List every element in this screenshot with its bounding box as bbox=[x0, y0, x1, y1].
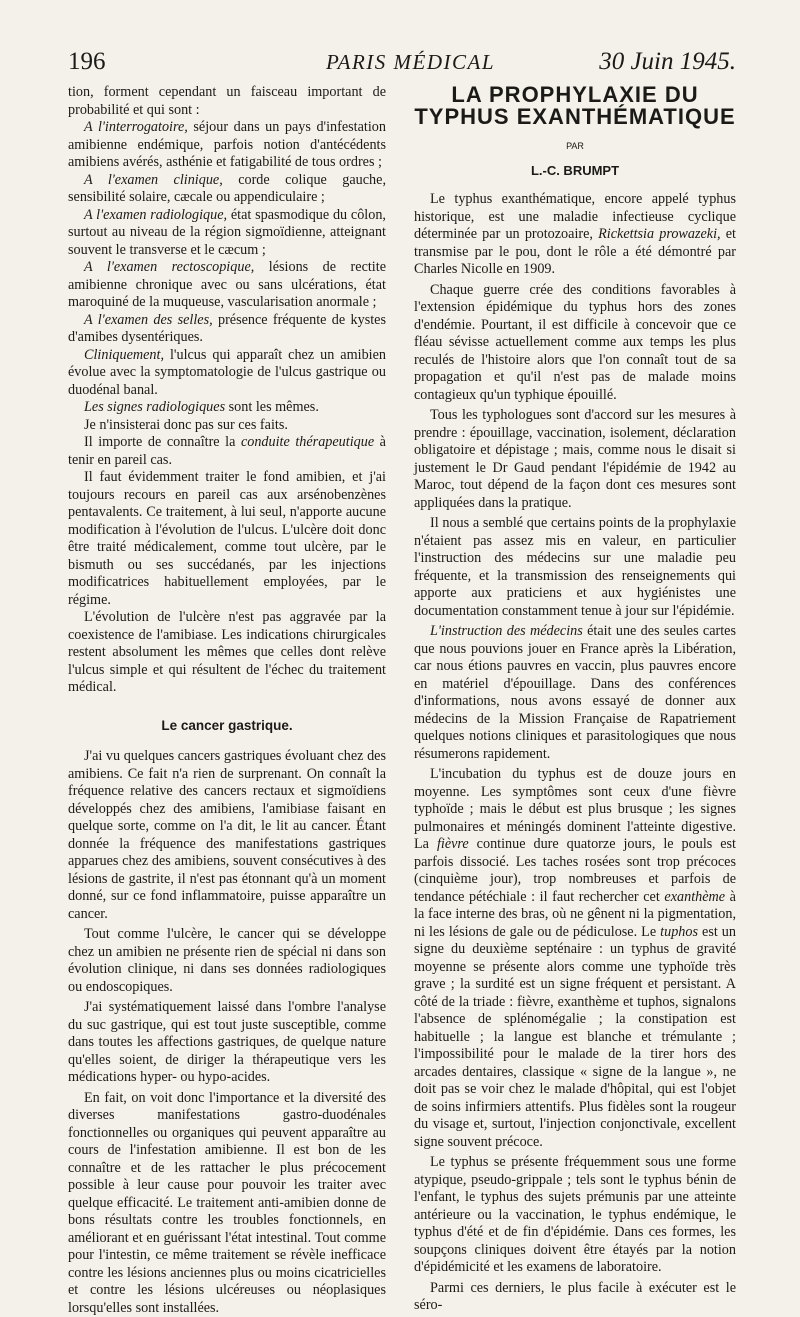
paragraph: Le typhus exanthématique, encore appelé typhus historique, est une maladie infectieuse cyclique déterminée par un protozoaire, Rickettsia prowazeki, et transmise par le pou, dont le rôle a été démontré par Charles Nicolle en 1909. bbox=[414, 191, 736, 279]
paragraph: Les signes radiologiques sont les mêmes. bbox=[68, 399, 386, 417]
italic-label: Rickettsia prowazeki, bbox=[598, 226, 720, 242]
article-author: L.-C. BRUMPT bbox=[414, 162, 736, 180]
paragraph: Il faut évidemment traiter le fond amibien, et j'ai toujours recours en pareil cas aux arsénobenzènes pentavalents. Ce traitement, à lui seul, n'apporte aucune modification à l'évolution de l'ulcus. L'ulcère doit donc être traité médicalement, comme tout ulcère, par le bismuth ou ses succédanés, par les injections modificatrices habituellement employées, par le régime. bbox=[68, 469, 386, 609]
left-column bbox=[68, 84, 386, 1317]
section-heading: Le cancer gastrique. bbox=[68, 717, 386, 735]
paragraph: Tous les typhologues sont d'accord sur les mesures à prendre : épouillage, vaccination, isolement, déclaration obligatoire et dépistage ; mais, comme nous le disait si justement le Dr Gaud pendant l'épidémie de 1942 au Maroc, tout dépend de la façon dont ces mesures sont appliquées dans la pratique. bbox=[414, 407, 736, 512]
paragraph: A l'examen radiologique, état spasmodique du côlon, surtout au niveau de la région sigmoïdienne, atteignant souvent le transverse et le cæcum ; bbox=[68, 207, 386, 260]
paragraph: Parmi ces derniers, le plus facile à exécuter est le séro- bbox=[414, 1280, 736, 1315]
italic-label: L'instruction des médecins bbox=[430, 623, 583, 639]
paragraph: Chaque guerre crée des conditions favorables à l'extension épidémique du typhus hors des zones d'endémie. Pourtant, il est difficile à concevoir que ce fléau sévisse actuellement comme aux temps les plus reculés de l'histoire alors que l'on connaît tout de sa propagation et qu'il n'est pas de malade moins contagieux qu'un typhique épouillé. bbox=[414, 282, 736, 405]
paragraph: Tout comme l'ulcère, le cancer qui se développe chez un amibien ne présente rien de spécial ni dans son évolution clinique, ni dans ses données radiologiques ou endoscopiques. bbox=[68, 926, 386, 996]
italic-label: A l'interrogatoire, bbox=[84, 119, 188, 135]
issue-date: 30 Juin 1945. bbox=[599, 48, 736, 76]
italic-label: Cliniquement, bbox=[84, 347, 164, 363]
paragraph: A l'interrogatoire, séjour dans un pays d'infestation amibienne endémique, parfois notion d'antécédents amibiens avérés, asthénie et fatigabilité de tous ordres ; bbox=[68, 119, 386, 172]
right-column bbox=[414, 84, 736, 1315]
paragraph: Il nous a semblé que certains points de la prophylaxie n'étaient pas assez mis en valeur, en particulier l'instruction des médecins sur une maladie peu fréquente, et la transmission des renseignements qui apporte aux praticiens et aux hygiénistes une documentation constamment tenue à jour sur l'épidémie. bbox=[414, 515, 736, 620]
paragraph: L'incubation du typhus est de douze jours en moyenne. Les symptômes sont ceux d'une fièvre typhoïde ; mais le début est plus brusque ; les signes pulmonaires et méningés dominent l'atteinte digestive. La fièvre continue dure quatorze jours, le pouls est parfois dissocié. Les taches rosées sont trop précoces (cinquième jour), trop nombreuses et parfois de tendance pétéchiale : il faut rechercher cet exanthème à la face interne des bras, où ne gênent ni la pigmentation, ni les lésions de gale ou de pédiculose. Le tuphos est un signe du deuxième septénaire : un typhus de gravité moyenne se présente alors comme une typhoïde très grave ; la surdité est un signe fréquent et persistant. A côté de la triade : fièvre, exanthème et tuphos, signalons l'absence de splénomégalie ; la constipation est habituelle ; la langue est blanche et trémulante ; l'impossibilité pour le malade de la tirer hors des arcades dentaires, classique « signe de la langue », ne doit pas se voir chez le malade d'hôpital, qui est l'objet de soins infirmiers attentifs. Plus fidèles sont la rougeur du visage et, surtout, l'injection conjonctivale, excellent signe souvent précoce. bbox=[414, 766, 736, 1151]
paragraph: tion, forment cependant un faisceau important de probabilité et qui sont : bbox=[68, 84, 386, 119]
paragraph: A l'examen rectoscopique, lésions de rectite amibienne chronique avec ou sans ulcérations, état maroquiné de la muqueuse, vascularisation anormale ; bbox=[68, 259, 386, 312]
paragraph: En fait, on voit donc l'importance et la diversité des diverses manifestations gastro-duodénales fonctionnelles ou organiques qui peuvent apparaître au cours de l'infestation amibienne. Il est bon de les connaître et de les rattacher le plus précocement possible à leur cause pour pouvoir les traiter avec quelque efficacité. Le traitement anti-amibien donne de bons résultats contre les troubles fonctionnels, en améliorant et en guérissant l'état intestinal. Tout comme pour l'intestin, ce même traitement se révèle inefficace contre les lésions anciennes plus ou moins cicatricielles et contre les lésions ulcéreuses ou néoplasiques lorsqu'elles sont installées. bbox=[68, 1090, 386, 1317]
paragraph: J'ai systématiquement laissé dans l'ombre l'analyse du suc gastrique, qui est tout juste susceptible, comme dans toutes les affections gastriques, de quelque nature qu'elles soient, de diriger la thérapeutique vers les médications hyper- ou hypo-acides. bbox=[68, 999, 386, 1087]
italic-term: tuphos bbox=[660, 924, 698, 940]
byline-par: PAR bbox=[414, 138, 736, 156]
page-number: 196 bbox=[68, 48, 106, 76]
article-title: LA PROPHYLAXIE DU TYPHUS EXANTHÉMATIQUE bbox=[414, 84, 736, 128]
paragraph: J'ai vu quelques cancers gastriques évoluant chez des amibiens. Ce fait n'a rien de surprenant. On connaît la fréquence relative des cancers rectaux et sigmoïdiens développés chez des amibiens, l'amibiase faisant en quelque sorte, comme on l'a dit, le lit au cancer. Étant donnée la fréquence des manifestations gastriques apparues chez des amibiens, souvent consécutives à des lésions de gastrite, il n'est pas étonnant qu'à un moment donné, sur ce fond inflammatoire, puisse apparaître un cancer. bbox=[68, 748, 386, 923]
italic-label: Les signes radiologiques bbox=[84, 399, 225, 415]
italic-term: fièvre bbox=[437, 836, 469, 852]
paragraph: L'instruction des médecins était une des seules cartes que nous pouvions jouer en France après la Libération, car nous étions pauvres en vaccin, plus pauvres encore en matériel d'épouillage. Dans des conférences d'informations, nous avons essayé de donner aux médecins de la Mission Française de Rapatriement quelques notions cliniques et parasitologiques que nous résumerons rapidement. bbox=[414, 623, 736, 763]
paragraph: A l'examen clinique, corde colique gauche, sensibilité solaire, cæcale ou appendiculaire ; bbox=[68, 172, 386, 207]
paragraph: L'évolution de l'ulcère n'est pas aggravée par la coexistence de l'amibiase. Les indications chirurgicales restent absolument les mêmes que celles dont relève l'ulcus simple et qui résultent de l'échec du traitement médical. bbox=[68, 609, 386, 697]
italic-label: A l'examen des selles, bbox=[84, 312, 213, 328]
italic-label: A l'examen clinique, bbox=[84, 172, 223, 188]
italic-label: conduite thérapeutique bbox=[241, 434, 374, 450]
paragraph: Cliniquement, l'ulcus qui apparaît chez un amibien évolue avec la symptomatologie de l'ulcus gastrique ou duodénal banal. bbox=[68, 347, 386, 400]
page-header bbox=[68, 48, 736, 80]
paragraph: Je n'insisterai donc pas sur ces faits. bbox=[68, 417, 386, 435]
journal-title: PARIS MÉDICAL bbox=[326, 50, 495, 75]
italic-label: A l'examen rectoscopique, bbox=[84, 259, 254, 275]
italic-term: exanthème bbox=[664, 889, 725, 905]
paragraph: A l'examen des selles, présence fréquente de kystes d'amibes dysentériques. bbox=[68, 312, 386, 347]
paragraph: Le typhus se présente fréquemment sous une forme atypique, pseudo-grippale ; tels sont le typhus bénin de l'enfant, le typhus des sujets prémunis par une atteinte antérieure ou la vaccination, le typhus endémique, le typhus d'été et de fin d'épidémie. Dans ces formes, les soupçons cliniques doivent être étayés par la notion d'épidémicité et les examens de laboratoire. bbox=[414, 1154, 736, 1277]
italic-label: A l'examen radiologique, bbox=[84, 207, 227, 223]
paragraph: Il importe de connaître la conduite thérapeutique à tenir en pareil cas. bbox=[68, 434, 386, 469]
